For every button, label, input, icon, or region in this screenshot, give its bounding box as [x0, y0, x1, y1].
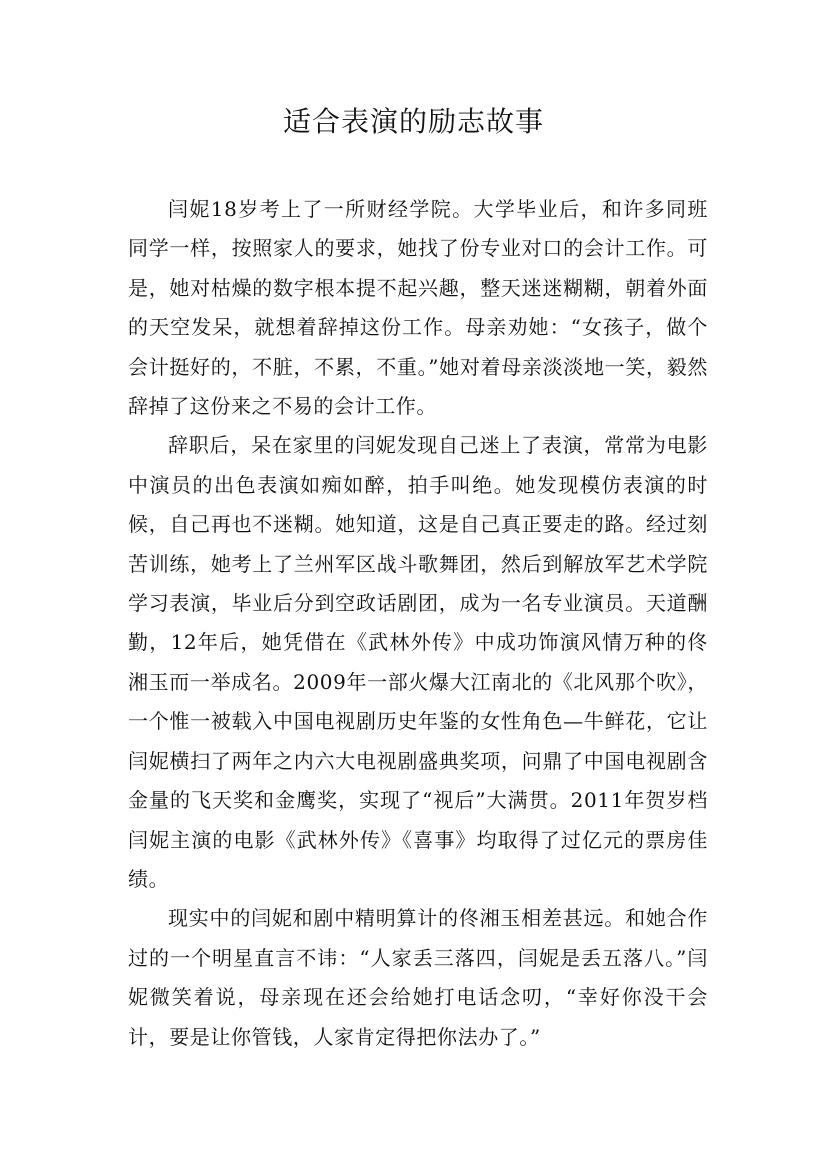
document-body — [128, 190, 708, 1057]
document-title: 适合表演的励志故事 — [282, 105, 544, 138]
paragraph-2: 辞职后，呆在家里的闫妮发现自己迷上了表演，常常为电影中演员的出色表演如痴如醉，拍手叫绝。她发现模仿表演的时候，自己再也不迷糊。她知道，这是自己真正要走的路。经过刻苦训练，她考上了兰州军区战斗歌舞团，然后到解放军艺术学院学习表演，毕业后分到空政话剧团，成为一名专业演员。天道酬勤，12年后，她凭借在《武林外传》中成功饰演风情万种的佟湘玉而一举成名。2009年一部火爆大江南北的《北风那个吹》，一个惟一被载入中国电视剧历史年鉴的女性角色—牛鲜花，它让闫妮横扫了两年之内六大电视剧盛典奖项，问鼎了中国电视剧含金量的飞天奖和金鹰奖，实现了“视后”大满贯。2011年贺岁档闫妮主演的电影《武林外传》《喜事》均取得了过亿元的票房佳绩。 — [128, 433, 708, 891]
paragraph-1: 闫妮18岁考上了一所财经学院。大学毕业后，和许多同班同学一样，按照家人的要求，她找了份专业对口的会计工作。可是，她对枯燥的数字根本提不起兴趣，整天迷迷糊糊，朝着外面的天空发呆，就想着辞掉这份工作。母亲劝她：“女孩子，做个会计挺好的，不脏，不累，不重。”她对着母亲淡淡地一笑，毅然辞掉了这份来之不易的会计工作。 — [128, 197, 708, 419]
paragraph-3: 现实中的闫妮和剧中精明算计的佟湘玉相差甚远。和她合作过的一个明星直言不讳：“人家丢三落四，闫妮是丢五落八。”闫妮微笑着说，母亲现在还会给她打电话念叨，“幸好你没干会计，要是让你管钱，人家肯定得把你法办了。” — [128, 906, 708, 1049]
